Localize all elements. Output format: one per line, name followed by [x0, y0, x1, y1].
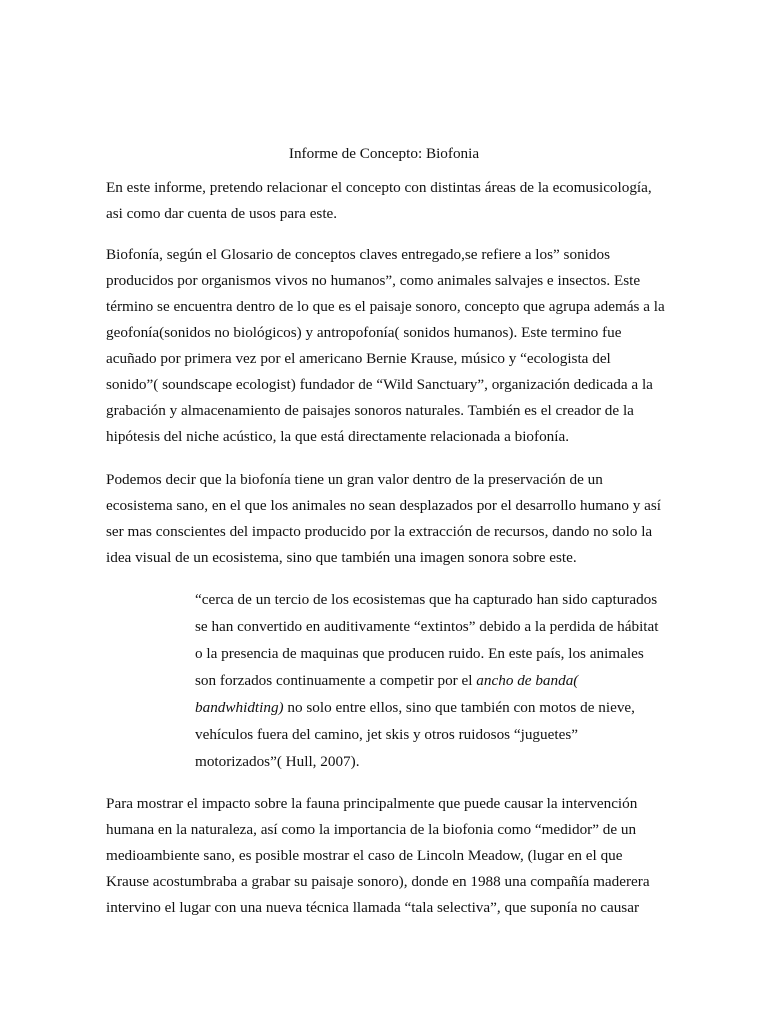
quote-text: no solo entre ellos, sino que también con motos de nieve, — [283, 699, 635, 716]
text-line: asi como dar cuenta de usos para este. — [106, 205, 338, 222]
text-line: ecosistema sano, en el que los animales no sean desplazados por el desarrollo humano y así — [106, 497, 662, 514]
text-line: acuñado por primera vez por el americano Bernie Krause, músico y “ecologista del — [106, 350, 611, 367]
text-line: Krause acostumbraba a grabar su paisaje sonoro), donde en 1988 una compañía maderera — [106, 873, 650, 890]
text-line: geofonía(sonidos no biológicos) y antropofonía( sonidos humanos). Este termino fue — [106, 324, 622, 341]
quote-line — [195, 698, 635, 718]
text-line: Podemos decir que la biofonía tiene un gran valor dentro de la preservación de un — [106, 471, 603, 488]
text-line: Biofonía, según el Glosario de conceptos claves entregado,se refiere a los” sonidos — [106, 246, 610, 263]
document-title: Informe de Concepto: Biofonia — [288, 145, 480, 162]
quote-text: son forzados continuamente a competir por el — [195, 672, 477, 689]
text-line: hipótesis del niche acústico, la que está directamente relacionada a biofonía. — [106, 428, 570, 445]
text-line: medioambiente sano, es posible mostrar el caso de Lincoln Meadow, (lugar en el que — [106, 847, 623, 864]
quote-line: motorizados”( Hull, 2007). — [195, 753, 360, 770]
text-line: intervino el lugar con una nueva técnica llamada “tala selectiva”, que suponía no causar — [106, 899, 640, 916]
quote-italic-term: ancho de banda( — [476, 672, 579, 689]
text-line: producidos por organismos vivos no humanos”, como animales salvajes e insectos. Este — [106, 272, 641, 289]
quote-line: “cerca de un tercio de los ecosistemas que ha capturado han sido capturados — [195, 591, 658, 608]
quote-italic-term: bandwhidting) — [195, 699, 284, 716]
text-line: sonido”( soundscape ecologist) fundador de “Wild Sanctuary”, organización dedicada a la — [106, 376, 653, 393]
text-line: idea visual de un ecosistema, sino que también una imagen sonora sobre este. — [106, 549, 577, 566]
text-line: En este informe, pretendo relacionar el concepto con distintas áreas de la ecomusicología, — [106, 179, 652, 196]
quote-line: vehículos fuera del camino, jet skis y otros ruidosos “juguetes” — [195, 726, 578, 743]
text-line: término se encuentra dentro de lo que es el paisaje sonoro, concepto que agrupa además a la — [106, 298, 665, 315]
text-line: humana en la naturaleza, así como la importancia de la biofonia como “medidor” de un — [106, 821, 637, 838]
text-line: grabación y almacenamiento de paisajes sonoros naturales. También es el creador de la — [106, 402, 634, 419]
text-line: Para mostrar el impacto sobre la fauna principalmente que puede causar la intervención — [106, 795, 638, 812]
text-line: ser mas conscientes del impacto producido por la extracción de recursos, dando no solo la — [106, 523, 653, 540]
quote-line: o la presencia de maquinas que producen ruido. En este país, los animales — [195, 645, 644, 662]
quote-line — [195, 671, 578, 691]
quote-line: se han convertido en auditivamente “extintos” debido a la perdida de hábitat — [195, 618, 659, 635]
